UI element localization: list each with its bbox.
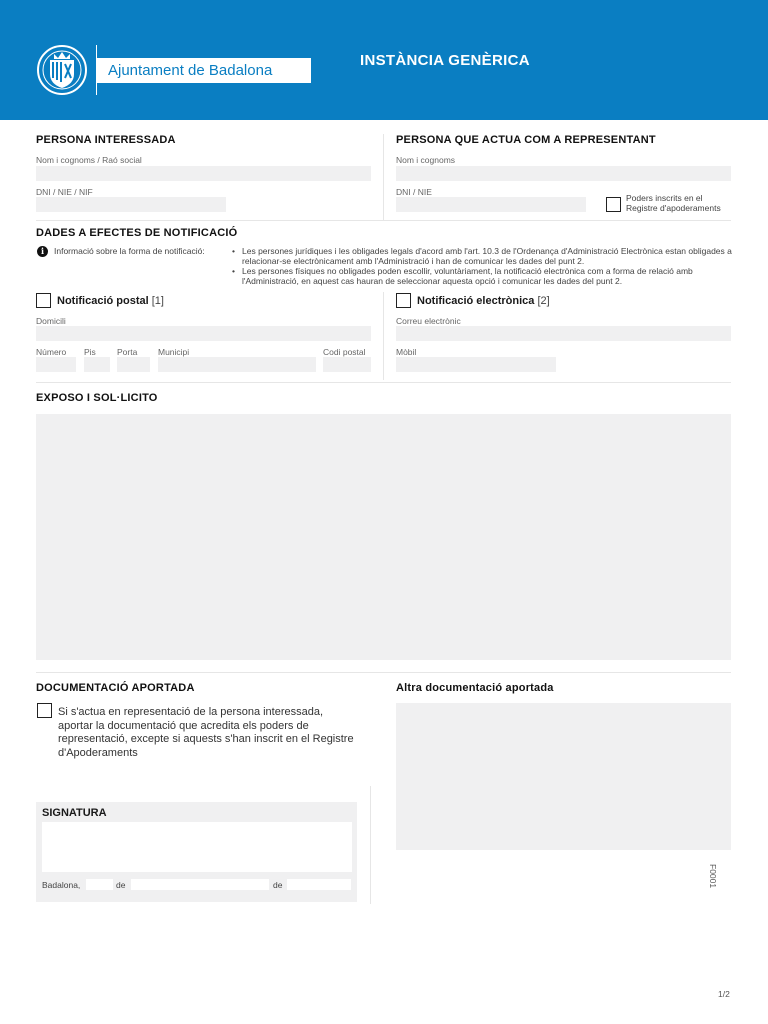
document-title: INSTÀNCIA GENÈRICA: [360, 52, 530, 69]
municipi-label: Municipi: [158, 347, 190, 357]
correu-label: Correu electrònic: [396, 316, 461, 326]
info-bullet-2: • Les persones físiques no obligades poden escollir, voluntàriament, la notificació electrònica com a forma de relació amb l'Administració, en aquest cas hauran de seleccionar aquesta opció i comunicar les dades del punt 2.: [232, 266, 732, 286]
form-code: F0001: [708, 864, 718, 889]
rep-id-label: DNI / NIE: [396, 187, 432, 197]
section-title-documentacio: DOCUMENTACIÓ APORTADA: [36, 682, 195, 694]
representant-name-field[interactable]: [396, 166, 731, 181]
electronica-ref: [2]: [537, 295, 550, 307]
mobil-field[interactable]: [396, 357, 556, 372]
page-number: 1/2: [718, 989, 730, 999]
porta-field[interactable]: [117, 357, 150, 372]
signature-divider: [370, 786, 371, 904]
domicili-field[interactable]: [36, 326, 371, 341]
codi-postal-field[interactable]: [323, 357, 371, 372]
pis-label: Pis: [84, 347, 96, 357]
numero-label: Número: [36, 347, 67, 357]
info-label: Informació sobre la forma de notificació:: [54, 246, 205, 256]
month-field[interactable]: [131, 879, 269, 890]
postal-option: [57, 295, 164, 307]
pis-field[interactable]: [84, 357, 110, 372]
poders-doc-text: Si s'actua en representació de la persona interessada, aportar la documentació que acredita els poders de representació, excepte si aquests s'han inscrit en el Registre d'Apoderaments: [58, 706, 354, 759]
info-icon: i: [37, 246, 48, 257]
coat-of-arms-icon: [36, 44, 88, 96]
brand-name: Ajuntament de Badalona: [97, 58, 311, 83]
day-field[interactable]: [86, 879, 113, 890]
poders-label-1: Poders inscrits en el: [626, 193, 703, 203]
section-title-altra-doc: Altra documentació aportada: [396, 682, 554, 694]
notification-info-list: [232, 246, 732, 286]
poders-checkbox[interactable]: [606, 197, 621, 212]
signature-title: SIGNATURA: [42, 807, 107, 819]
section-title-exposo: EXPOSO I SOL·LICITO: [36, 392, 158, 404]
name-label: Nom i cognoms / Raó social: [36, 155, 142, 165]
section-title-interessada: PERSONA INTERESSADA: [36, 134, 176, 146]
electronica-label: Notificació electrònica: [417, 295, 535, 307]
section-title-representant: PERSONA QUE ACTUA COM A REPRESENTANT: [396, 134, 656, 146]
info-bullet-1: • Les persones jurídiques i les obligades legals d'acord amb l'art. 10.3 de l'Ordenança d'Administració Electrònica estan obligades a relacionar-se electrònicament amb l'Administració i han de comunicar les dades del punt 2.: [232, 246, 732, 266]
interessada-name-field[interactable]: [36, 166, 371, 181]
section-divider: [36, 220, 731, 221]
rep-name-label: Nom i cognoms: [396, 155, 456, 165]
signature-panel: [36, 802, 357, 902]
municipi-field[interactable]: [158, 357, 316, 372]
porta-label: Porta: [117, 347, 138, 357]
mobil-label: Mòbil: [396, 347, 417, 357]
poders-doc-checkbox[interactable]: [37, 703, 52, 718]
de-label-2: de: [273, 880, 283, 890]
signature-box[interactable]: [42, 822, 352, 872]
codi-postal-label: Codi postal: [323, 347, 366, 357]
poders-label-2: Registre d'apoderaments: [626, 203, 721, 213]
year-field[interactable]: [287, 879, 351, 890]
altra-doc-area[interactable]: [396, 703, 731, 850]
representant-id-field[interactable]: [396, 197, 586, 212]
correu-field[interactable]: [396, 326, 731, 341]
electronica-option: [417, 295, 550, 307]
electronica-checkbox[interactable]: [396, 293, 411, 308]
place-label: Badalona,: [42, 880, 81, 890]
postal-checkbox[interactable]: [36, 293, 51, 308]
interessada-id-field[interactable]: [36, 197, 226, 212]
postal-label: Notificació postal: [57, 295, 149, 307]
domicili-label: Domicili: [36, 316, 66, 326]
de-label-1: de: [116, 880, 126, 890]
section-divider: [36, 382, 731, 383]
column-divider: [383, 292, 384, 380]
postal-ref: [1]: [151, 295, 164, 307]
exposo-textarea[interactable]: [36, 414, 731, 660]
id-label: DNI / NIE / NIF: [36, 187, 93, 197]
numero-field[interactable]: [36, 357, 76, 372]
page-header: [0, 0, 768, 120]
section-title-notificacio: DADES A EFECTES DE NOTIFICACIÓ: [36, 227, 238, 239]
column-divider: [383, 134, 384, 220]
section-divider: [36, 672, 731, 673]
